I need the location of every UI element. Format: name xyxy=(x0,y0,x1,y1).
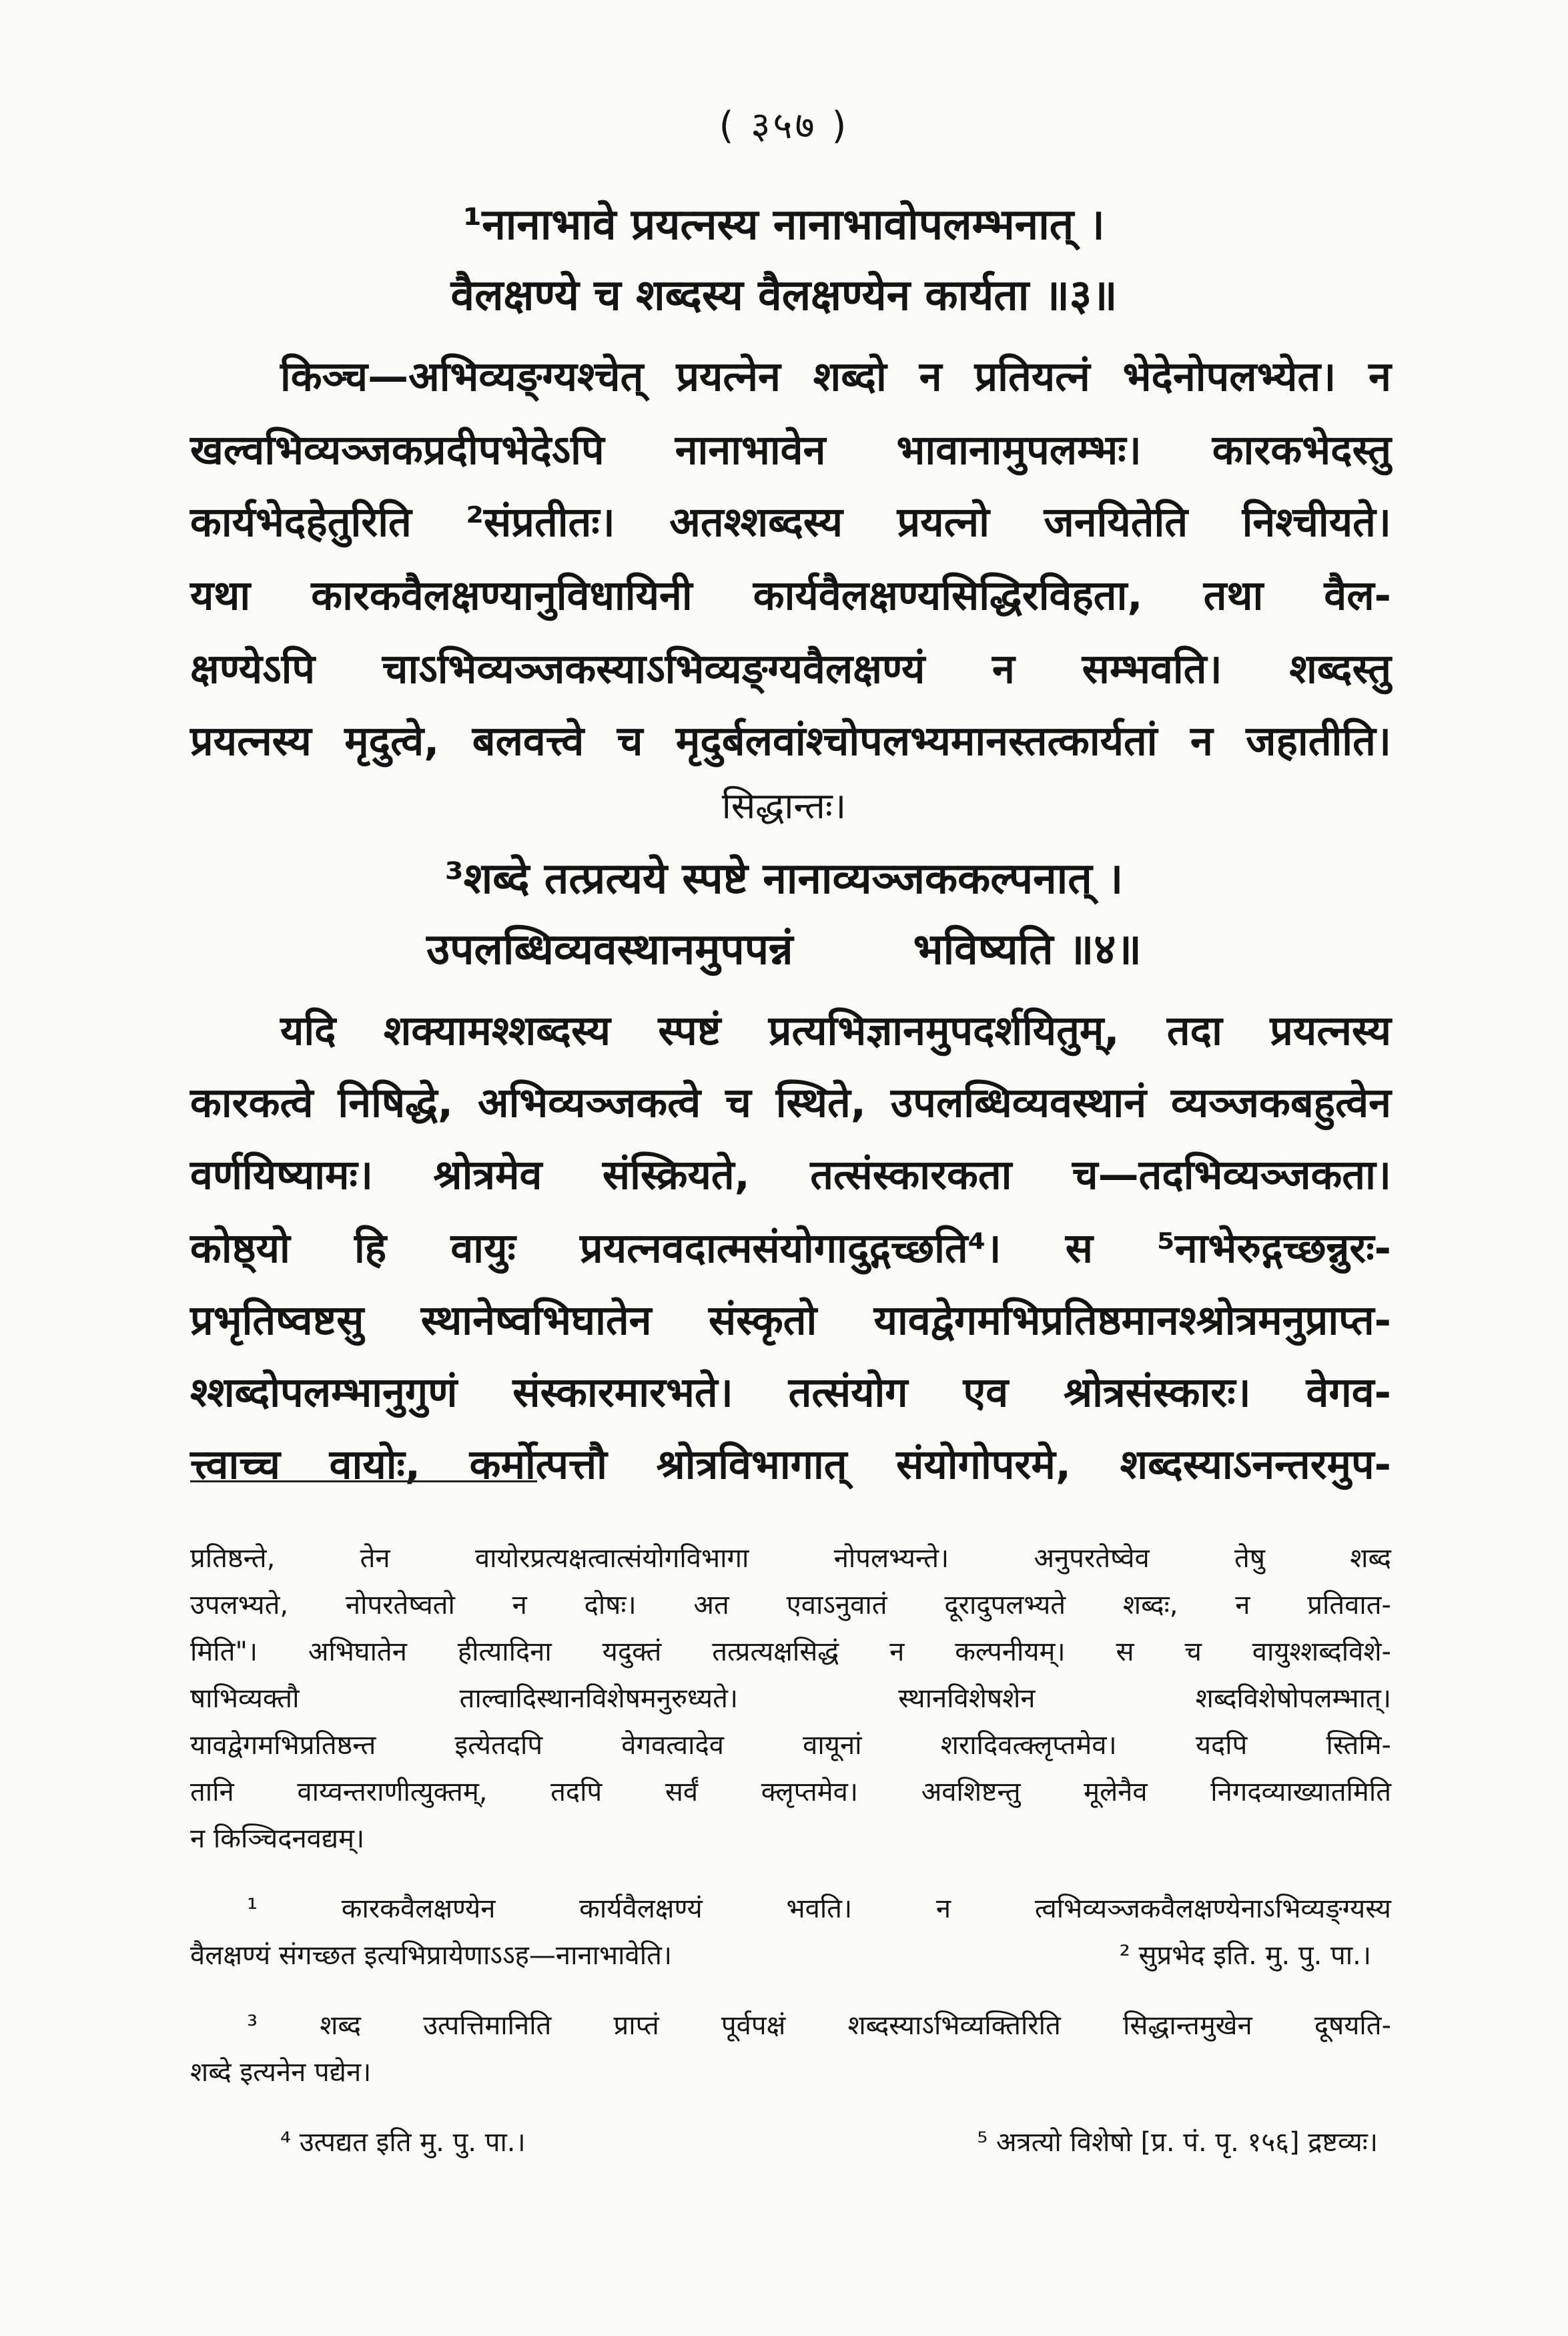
siddhanta-heading: सिद्धान्तः। xyxy=(721,785,847,827)
commentary-2-line: प्रभृतिष्वष्टसु स्थानेष्वभिघातेन संस्कृतो यावद्वेगमभिप्रतिष्ठमानश्श्रोत्रमनुप्राप्त- xyxy=(190,1297,1391,1344)
footnote-continuation-line: षाभिव्यक्तौ ताल्वादिस्थानविशेषमनुरुध्यते। स्थानविशेषशेन शब्दविशेषोपलम्भात्। xyxy=(190,1683,1391,1714)
footnote-1-line-1: ¹ कारकवैलक्षण्येन कार्यवैलक्षण्यं भवति। न त्वभिव्यञ्जकवैलक्षण्येनाऽभिव्यङ्ग्यस्य xyxy=(247,1893,1391,1924)
footnote-1-line-2: वैलक्षण्यं संगच्छत इत्यभिप्रायेणाऽऽह—नानाभावेति। xyxy=(190,1940,673,1971)
footnote-5: ⁵ अत्रत्यो विशेषो [प्र. पं. पृ. १५६] द्रष्टव्यः। xyxy=(977,2127,1378,2158)
footnote-3-line-2: शब्दे इत्यनेन पद्येन। xyxy=(190,2057,372,2088)
verse-4-line-2-second: भविष्यति ॥४॥ xyxy=(913,925,1142,974)
footnote-continuation-line: तानि वाय्वन्तराणीत्युक्तम्, तदपि सर्वं क्लृप्तमेव। अवशिष्टन्तु मूलेनैव निगदव्याख्यातमिति xyxy=(190,1777,1391,1807)
page-number: ( ३५७ ) xyxy=(719,104,849,148)
footnote-row-4-5 xyxy=(280,2122,1391,2159)
footnote-separator xyxy=(190,1480,537,1482)
commentary-2-line: श्शब्दोपलम्भानुगुणं संस्कारमारभते। तत्संयोग एव श्रोत्रसंस्कारः। वेगव- xyxy=(190,1369,1391,1416)
commentary-1-line: कार्यभेदहेतुरिति ²संप्रतीतः। अतश्शब्दस्य प्रयत्नो जनयितेति निश्चीयते। xyxy=(190,499,1391,546)
footnote-continuation-line: प्रतिष्ठन्ते, तेन वायोरप्रत्यक्षत्वात्संयोगविभागा नोपलभ्यन्ते। अनुपरतेष्वेव तेषु शब्द xyxy=(190,1543,1391,1574)
commentary-2-line: वर्णयिष्यामः। श्रोत्रमेव संस्क्रियते, तत्संस्कारकता च—तदभिव्यञ्जकता। xyxy=(190,1151,1391,1199)
commentary-1-line: यथा कारकवैलक्षण्यानुविधायिनी कार्यवैलक्षण्यसिद्धिरविहता, तथा वैल- xyxy=(190,572,1391,619)
verse-3-line-1: ¹नानाभावे प्रयत्नस्य नानाभावोपलम्भनात् । xyxy=(463,200,1105,250)
commentary-2-line: कारकत्वे निषिद्धे, अभिव्यञ्जकत्वे च स्थिते, उपलब्धिव्यवस्थानं व्यञ्जकबहुत्वेन xyxy=(190,1079,1391,1127)
footnote-3-line-1: ³ शब्द उत्पत्तिमानिति प्राप्तं पूर्वपक्षं शब्दस्याऽभिव्यक्तिरिति सिद्धान्तमुखेन दूषयति- xyxy=(247,2010,1391,2041)
verse-4-line-1: ³शब्दे तत्प्रत्यये स्पष्टे नानाव्यञ्जककल्पनात् । xyxy=(444,854,1124,904)
commentary-2-line: कोष्ठ्यो हि वायुः प्रयत्नवदात्मसंयोगादुद्गच्छति⁴। स ⁵नाभेरुद्गच्छन्नुरः- xyxy=(190,1225,1391,1272)
commentary-2-line: त्त्वाच्च वायोः, कर्मोत्पत्तौ श्रोत्रविभागात् संयोगोपरमे, शब्दस्याऽनन्तरमुप- xyxy=(190,1441,1391,1488)
verse-4-line-2 xyxy=(0,918,1568,976)
commentary-1-line: प्रयत्नस्य मृदुत्वे, बलवत्त्वे च मृदुर्बलवांश्चोपलभ्यमानस्तत्कार्यतां न जहातीति। xyxy=(190,717,1391,765)
footnote-2: ² सुप्रभेद इति. मु. पु. पा.। xyxy=(1119,1940,1371,1971)
commentary-2-line: यदि शक्यामश्शब्दस्य स्पष्टं प्रत्यभिज्ञानमुपदर्शयितुम्, तदा प्रयत्नस्य xyxy=(280,1007,1391,1055)
footnote-continuation-line: न किञ्चिदनवद्यम्। xyxy=(190,1823,365,1854)
footnote-4: ⁴ उत्पद्यत इति मु. पु. पा.। xyxy=(280,2127,526,2158)
commentary-1-line: क्षण्येऽपि चाऽभिव्यञ्जकस्याऽभिव्यङ्ग्यवैलक्षण्यं न सम्भवति। शब्दस्तु xyxy=(190,645,1391,693)
footnote-continuation-line: उपलभ्यते, नोपरतेष्वतो न दोषः। अत एवाऽनुवातं दूरादुपलभ्यते शब्दः, न प्रतिवात- xyxy=(190,1590,1391,1621)
commentary-1-line: किञ्च—अभिव्यङ्ग्यश्चेत् प्रयत्नेन शब्दो न प्रतियत्नं भेदेनोपलभ्येत। न xyxy=(280,353,1391,400)
footnote-continuation-line: मिति"। अभिघातेन हीत्यादिना यदुक्तं तत्प्रत्यक्षसिद्धं न कल्पनीयम्। स च वायुश्शब्दविशे- xyxy=(190,1637,1391,1667)
footnote-continuation-line: यावद्वेगमभिप्रतिष्ठन्त इत्येतदपि वेगवत्वादेव वायूनां शरादिवत्क्लृप्तमेव। यदपि स्तिमि- xyxy=(190,1730,1391,1761)
footnote-row-1-2 xyxy=(190,1936,1391,1972)
commentary-1-line: खल्वभिव्यञ्जकप्रदीपभेदेऽपि नानाभावेन भावानामुपलम्भः। कारकभेदस्तु xyxy=(190,426,1391,474)
verse-3-line-2: वैलक्षण्ये च शब्दस्य वैलक्षण्येन कार्यता ॥३॥ xyxy=(450,271,1118,320)
verse-4-line-2-first: उपलब्धिव्यवस्थानमुपपन्नं xyxy=(426,925,793,974)
